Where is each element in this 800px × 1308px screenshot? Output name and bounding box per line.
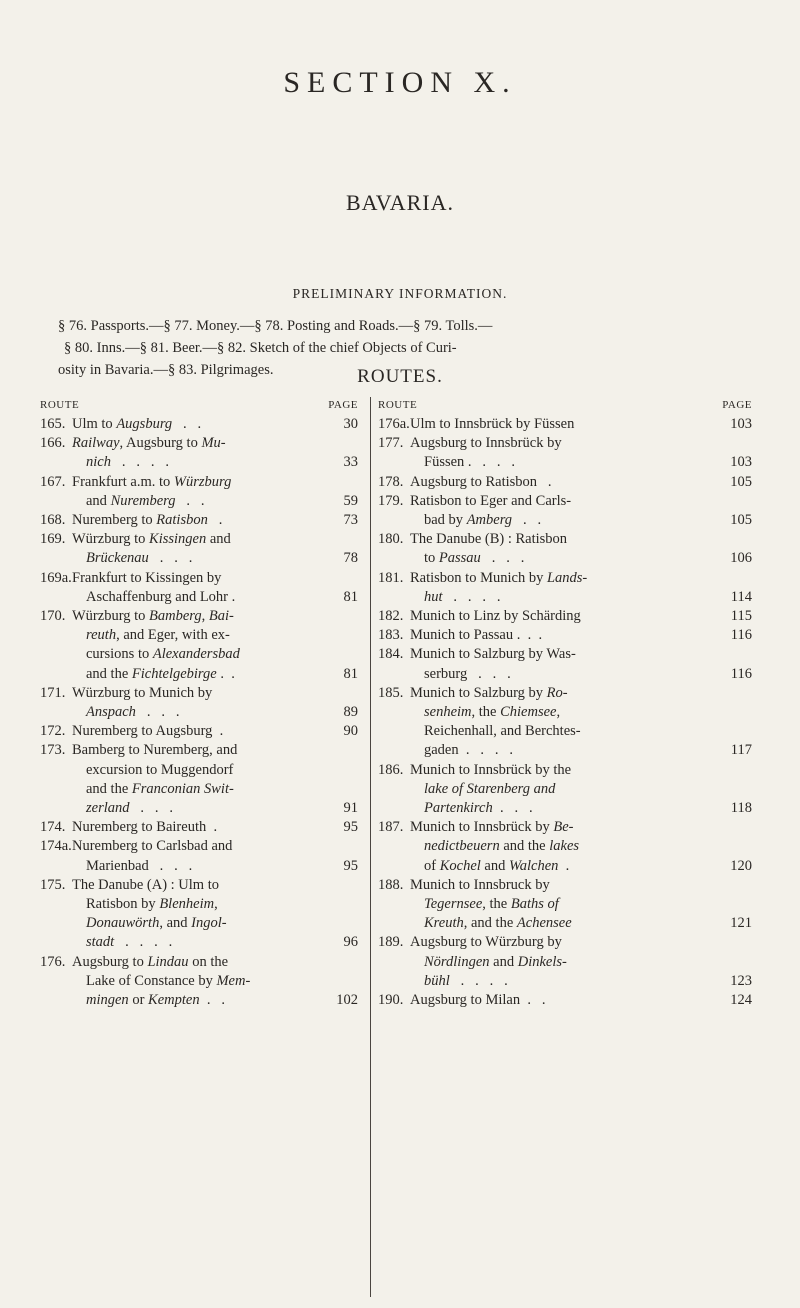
route-entry bbox=[40, 837, 358, 875]
route-entry bbox=[378, 684, 752, 761]
prelim-heading: PRELIMINARY INFORMATION. bbox=[292, 286, 508, 301]
route-description: Würzburg to Munich by Anspach . . . bbox=[72, 684, 213, 721]
route-page: 59 bbox=[343, 492, 358, 509]
left-route-list bbox=[40, 415, 358, 1010]
routes-left-column bbox=[40, 397, 358, 1010]
routes-heading: ROUTES. bbox=[357, 366, 443, 387]
route-description: Bamberg to Nuremberg, and excursion to Muggendorf and the Franconian Swit- zerland . . . bbox=[72, 742, 238, 817]
route-description: Munich to Innsbrück by the lake of Starenberg and Partenkirch . . . bbox=[410, 761, 572, 817]
route-number: 174. bbox=[40, 819, 66, 836]
route-number: 190. bbox=[378, 992, 404, 1009]
route-number: 165. bbox=[40, 416, 66, 432]
route-entry bbox=[378, 933, 752, 991]
route-entry bbox=[40, 415, 358, 434]
route-number: 179. bbox=[378, 492, 404, 509]
route-page: 78 bbox=[343, 550, 358, 567]
route-page: 116 bbox=[730, 627, 752, 644]
route-description: Ratisbon to Munich by Lands- hut . . . . bbox=[410, 569, 588, 605]
route-page: 114 bbox=[730, 588, 752, 605]
route-description: Munich to Passau . . . bbox=[410, 627, 543, 644]
route-page: 123 bbox=[730, 972, 752, 989]
route-number: 180. bbox=[378, 531, 404, 548]
route-description: Munich to Linz by Schärding bbox=[410, 608, 581, 625]
route-description: Nuremberg to Carlsbad and Marienbad . . . bbox=[72, 838, 233, 874]
route-number: 177. bbox=[378, 435, 404, 452]
region-title: BAVARIA. bbox=[345, 190, 455, 215]
route-entry bbox=[40, 684, 358, 722]
route-entry bbox=[40, 434, 358, 472]
route-number: 185. bbox=[378, 684, 404, 701]
route-entry bbox=[40, 607, 358, 684]
route-description: Nuremberg to Augsburg . bbox=[72, 723, 224, 740]
route-description: Ulm to Innsbrück by Füssen bbox=[410, 416, 575, 432]
route-number: 173. bbox=[40, 742, 66, 759]
route-number: 172. bbox=[40, 723, 66, 740]
route-number: 189. bbox=[378, 934, 404, 951]
route-number: 166. bbox=[40, 435, 66, 452]
route-number: 175. bbox=[40, 876, 66, 893]
route-entry bbox=[40, 741, 358, 818]
route-entry bbox=[378, 876, 752, 934]
route-page: 90 bbox=[343, 723, 358, 740]
route-page: 91 bbox=[343, 800, 358, 817]
route-number: 182. bbox=[378, 608, 404, 625]
route-number: 184. bbox=[378, 646, 404, 663]
route-number: 168. bbox=[40, 512, 66, 529]
route-description: Ratisbon to Eger and Carls- bad by Amberg . . bbox=[410, 492, 572, 529]
route-description: Augsburg to Innsbrück by Füssen . . . . bbox=[410, 435, 562, 471]
route-entry bbox=[378, 415, 752, 434]
route-entry bbox=[378, 569, 752, 607]
route-number: 186. bbox=[378, 761, 404, 778]
column-divider bbox=[370, 397, 371, 1297]
page-label: PAGE bbox=[722, 399, 752, 411]
route-number: 169. bbox=[40, 531, 66, 548]
route-description: Ulm to Augsburg . . bbox=[72, 416, 202, 432]
route-description: The Danube (B) : Ratisbon to Passau . . . bbox=[410, 531, 568, 567]
route-page: 106 bbox=[730, 550, 752, 567]
route-description: Munich to Innsbrück by Be- nedictbeuern and the lakes of Kochel and Walchen . bbox=[410, 819, 580, 874]
route-entry bbox=[40, 722, 358, 741]
route-entry bbox=[378, 626, 752, 645]
route-description: Augsburg to Lindau on the Lake of Constance by Mem- mingen or Kempten . . bbox=[72, 953, 251, 1009]
route-number: 181. bbox=[378, 569, 404, 586]
route-page: 120 bbox=[730, 857, 752, 874]
route-entry bbox=[378, 434, 752, 472]
route-page: 95 bbox=[343, 819, 358, 836]
route-page: 30 bbox=[343, 416, 358, 432]
route-entry bbox=[40, 511, 358, 530]
route-page: 81 bbox=[343, 665, 358, 682]
right-route-list bbox=[378, 415, 752, 1010]
route-entry bbox=[378, 530, 752, 568]
route-number: 176. bbox=[40, 953, 66, 970]
route-number: 169a. bbox=[40, 569, 72, 586]
routes-right-column bbox=[378, 397, 752, 1010]
route-page: 103 bbox=[730, 454, 752, 471]
route-number: 178. bbox=[378, 473, 404, 490]
route-entry bbox=[40, 473, 358, 511]
route-page: 118 bbox=[730, 800, 752, 817]
page-label: PAGE bbox=[328, 399, 358, 411]
route-number: 187. bbox=[378, 819, 404, 836]
route-description: Nuremberg to Baireuth . bbox=[72, 819, 218, 836]
route-label: ROUTE bbox=[378, 399, 418, 411]
route-entry bbox=[378, 607, 752, 626]
route-entry bbox=[378, 991, 752, 1010]
route-entry bbox=[378, 645, 752, 683]
route-description: Frankfurt a.m. to Würzburg and Nuremberg . . bbox=[72, 473, 232, 509]
route-page: 96 bbox=[343, 934, 358, 951]
route-description: Munich to Salzburg by Ro- senheim, the Chiemsee, Reichenhall, and Berchtes- gaden . . . . bbox=[410, 684, 581, 759]
route-entry bbox=[378, 761, 752, 819]
route-description: Munich to Innsbruck by Tegernsee, the Baths of Kreuth, and the Achensee bbox=[410, 876, 572, 932]
route-description: Augsburg to Milan . . bbox=[410, 992, 546, 1009]
route-page: 102 bbox=[336, 992, 358, 1009]
right-column-header bbox=[378, 397, 752, 413]
route-number: 167. bbox=[40, 473, 66, 490]
section-title: SECTION X. bbox=[283, 66, 517, 99]
route-page: 81 bbox=[343, 588, 358, 605]
route-entry bbox=[378, 473, 752, 492]
route-page: 33 bbox=[343, 454, 358, 471]
toc-line-1: § 76. Passports.—§ 77. Money.—§ 78. Posting and Roads.—§ 79. Tolls.— bbox=[58, 318, 493, 334]
route-number: 171. bbox=[40, 684, 66, 701]
route-number: 188. bbox=[378, 876, 404, 893]
route-page: 73 bbox=[343, 512, 358, 529]
route-entry bbox=[40, 818, 358, 837]
toc-line-3: osity in Bavaria.—§ 83. Pilgrimages. bbox=[58, 362, 274, 378]
route-page: 115 bbox=[730, 608, 752, 625]
route-page: 105 bbox=[730, 512, 752, 529]
route-entry bbox=[40, 569, 358, 607]
route-page: 116 bbox=[730, 665, 752, 682]
route-label: ROUTE bbox=[40, 399, 80, 411]
route-page: 121 bbox=[730, 915, 752, 932]
route-number: 176a. bbox=[378, 416, 410, 432]
route-entry bbox=[378, 818, 752, 876]
route-page: 105 bbox=[730, 473, 752, 490]
route-page: 95 bbox=[343, 857, 358, 874]
route-description: Munich to Salzburg by Was- serburg . . . bbox=[410, 646, 576, 682]
route-page: 89 bbox=[343, 704, 358, 721]
route-number: 170. bbox=[40, 608, 66, 625]
route-description: Augsburg to Ratisbon . bbox=[410, 473, 552, 490]
route-page: 103 bbox=[730, 416, 752, 432]
route-number: 183. bbox=[378, 627, 404, 644]
route-page: 117 bbox=[730, 742, 752, 759]
route-page: 124 bbox=[730, 992, 752, 1009]
route-description: Würzburg to Bamberg, Bai- reuth, and Eger, with ex- cursions to Alexandersbad and the Fichtelgebirge . . bbox=[72, 608, 240, 682]
route-entry bbox=[40, 530, 358, 568]
route-number: 174a. bbox=[40, 838, 72, 855]
route-description: Augsburg to Würzburg by Nördlingen and Dinkels- bühl . . . . bbox=[410, 934, 567, 989]
route-entry bbox=[378, 492, 752, 530]
route-entry bbox=[40, 876, 358, 953]
route-description: The Danube (A) : Ulm to Ratisbon by Blenheim, Donauwörth, and Ingol- stadt . . . . bbox=[72, 876, 227, 951]
route-entry bbox=[40, 953, 358, 1011]
left-column-header bbox=[40, 397, 358, 413]
route-description: Nuremberg to Ratisbon . bbox=[72, 512, 223, 529]
route-description: Frankfurt to Kissingen by Aschaffenburg and Lohr . bbox=[72, 569, 236, 605]
route-description: Würzburg to Kissingen and Brückenau . . . bbox=[72, 531, 231, 567]
toc-line-2: § 80. Inns.—§ 81. Beer.—§ 82. Sketch of the chief Objects of Curi- bbox=[64, 340, 457, 356]
route-description: Railway, Augsburg to Mu- nich . . . . bbox=[72, 435, 226, 471]
